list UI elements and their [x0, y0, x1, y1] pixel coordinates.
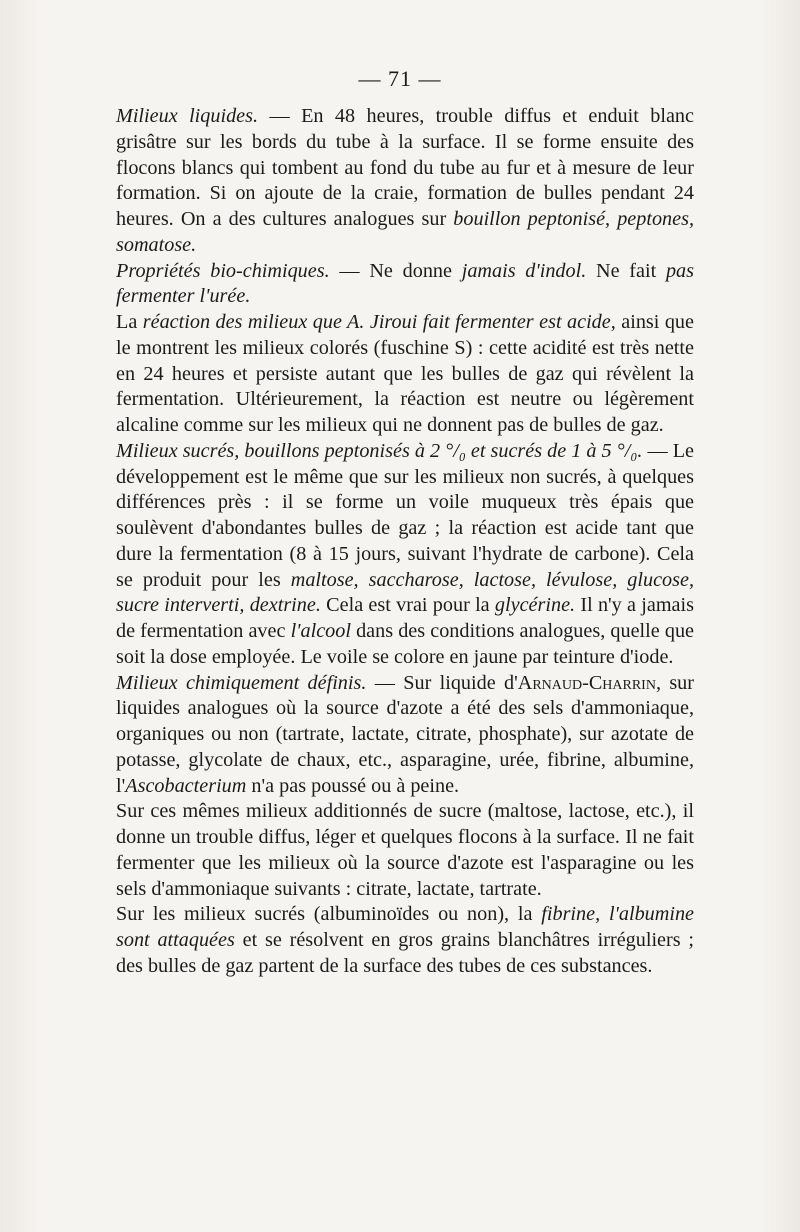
italic-text: jamais d'indol. [461, 259, 587, 282]
small-caps-text: Arnaud-Charrin [517, 671, 656, 694]
text-run: Sur les milieux sucrés (albuminoïdes ou non), la [116, 903, 542, 926]
italic-text: bouillon peptonisé, peptones, somatose. [116, 208, 694, 256]
text-run: Il n'y a jamais de fermentation avec [116, 594, 694, 642]
text-run: Cela est vrai pour la [320, 594, 495, 617]
paragraph [116, 671, 694, 800]
italic-text: Propriétés bio-chimiques. [116, 259, 330, 282]
body-text [116, 104, 694, 980]
text-run: Ne fait [586, 259, 666, 282]
paragraph [116, 310, 694, 439]
italic-text: réaction des milieux que A. Jiroui fait fermenter est acide, [142, 311, 616, 333]
text-run: n'a pas poussé ou à peine. [246, 774, 460, 797]
text-run: La [116, 311, 143, 333]
text-run: ainsi que le montrent les milieux colorés (fuschine S) : cette acidité est très nette en 24 heures et persiste autant que les bulles de gaz qui révèlent la fermentation. Ultérieurement, la réaction est neutre ou légèrement alcaline comme sur les milieux qui ne donnent pas de bulles de gaz. [116, 311, 694, 436]
text-run: , sur liquides analogues où la source d'azote a été des sels d'ammoniaque, organiques ou non (tartrate, lactate, citrate, phosphate), sur azotate de potasse, glycolate de chaux, etc., asparagine, urée, fibrine, albumine, l' [116, 671, 694, 797]
text-run: Sur ces mêmes milieux additionnés de sucre (maltose, lactose, etc.), il donne un trouble diffus, léger et quelques flocons à la surface. Il ne fait fermenter que les milieux où la source d'azote est l'asparagine ou les sels d'ammoniaque suivants : citrate, lactate, tartrate. [116, 800, 694, 900]
italic-text: Milieux chimiquement définis. [116, 671, 367, 694]
paragraph [116, 902, 694, 979]
paragraph [116, 799, 694, 902]
italic-text: pas fermenter l'urée. [116, 259, 694, 308]
italic-text: l'alcool [290, 620, 351, 642]
text-run: et se résolvent en gros grains blanchâtres irréguliers ; des bulles de gaz partent de la surface des tubes de ces substances. [116, 929, 694, 977]
italic-text: fibrine, l'albumine sont attaquées [116, 903, 694, 951]
text-run: — En 48 heures, trouble diffus et enduit blanc grisâtre sur les bords du tube à la surface. Il se forme ensuite des flocons blancs qui tombent au fond du tube au fur et à mesure de leur formation. Si on ajoute de la craie, formation de bulles pendant 24 heures. On a des cultures analogues sur [116, 105, 694, 230]
paragraph [116, 259, 694, 311]
page-number: — 71 — [358, 66, 442, 91]
italic-text: glycérine. [494, 594, 576, 617]
text-run: — Sur liquide d' [366, 671, 518, 694]
italic-text: Ascobacterium [125, 774, 247, 797]
text-run: dans des conditions analogues, quelle que soit la dose employée. Le voile se colore en jaune par teinture d'iode. [116, 620, 694, 668]
italic-text: Milieux liquides. [116, 105, 259, 127]
paragraph [116, 104, 694, 259]
text-run: — Le développement est le même que sur les milieux non sucrés, à quelques différences près : il se forme un voile muqueux très épais que soulèvent d'abondantes bulles de gaz ; la réaction est acide tant que dure la fermentation (8 à 15 jours, suivant l'hydrate de carbone). Cela se produit pour les [116, 439, 694, 591]
italic-text: maltose, saccharose, lactose, lévulose, glucose, sucre interverti, dextrine. [116, 568, 694, 617]
italic-text: Milieux sucrés, bouillons peptonisés à 2 °/₀ et sucrés de 1 à 5 °/₀. [116, 439, 643, 462]
paragraph [116, 439, 694, 671]
text-run: — Ne donne [329, 259, 462, 282]
